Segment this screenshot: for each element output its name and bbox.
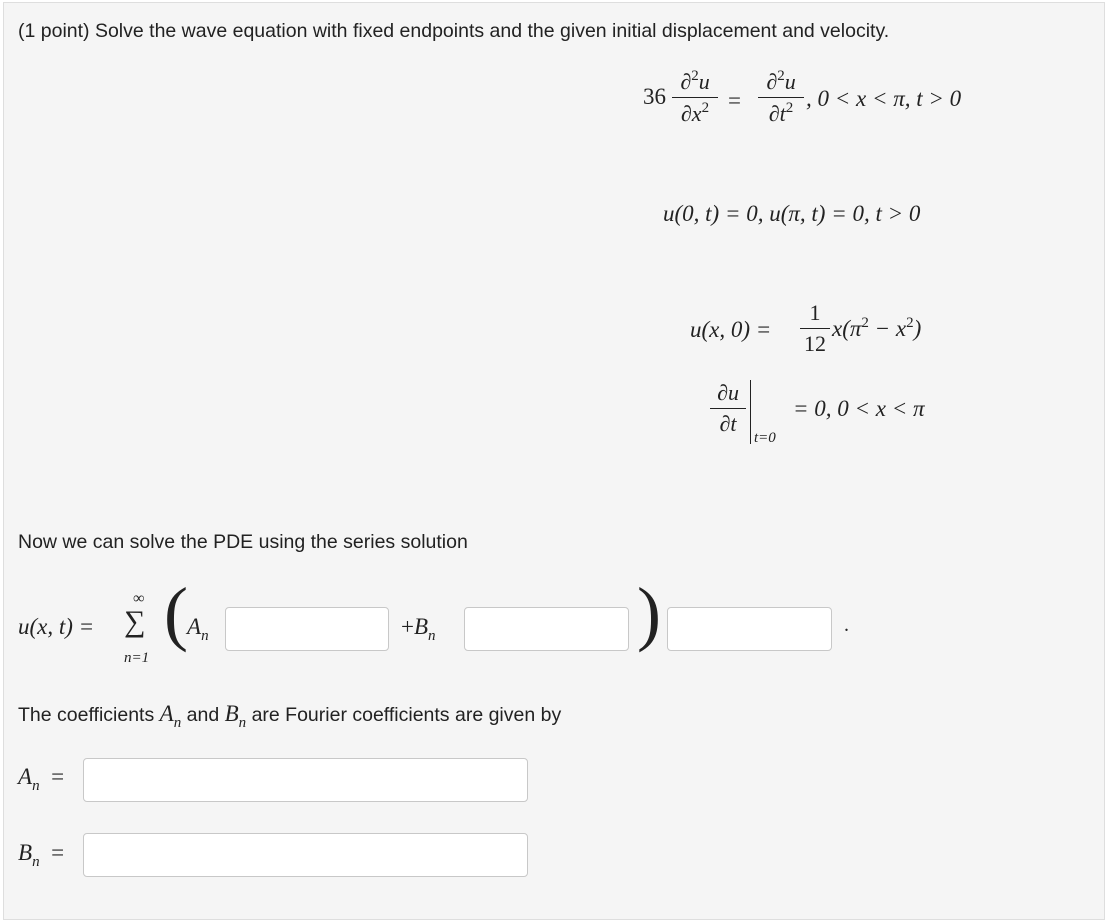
evaluation-bar bbox=[750, 380, 751, 444]
fraction-denominator: 12 bbox=[804, 331, 826, 356]
coefficients-prefix: The coefficients bbox=[18, 704, 155, 726]
coefficients-suffix: are Fourier coefficients are given by bbox=[251, 704, 562, 726]
series-box-3[interactable] bbox=[667, 607, 832, 651]
evaluation-point: t=0 bbox=[754, 430, 776, 446]
fraction-numerator: 1 bbox=[809, 300, 821, 325]
sigma-symbol: ∑ bbox=[124, 605, 146, 638]
initial-displacement-fraction bbox=[800, 300, 830, 357]
series-intro: Now we can solve the PDE using the series solution bbox=[18, 531, 468, 553]
pde-domain: , 0 < x < π, t > 0 bbox=[806, 86, 962, 111]
initial-velocity-fraction: ∂u ∂t bbox=[710, 380, 746, 437]
An-input[interactable] bbox=[83, 758, 528, 802]
An-label: $A_n$ = bbox=[18, 764, 65, 794]
An-inline: $A_n$ bbox=[159, 701, 182, 731]
sum-lower-limit: n=1 bbox=[124, 650, 150, 666]
series-box-2[interactable] bbox=[464, 607, 629, 651]
coefficients-statement bbox=[18, 701, 561, 732]
pde-coefficient: 36 bbox=[643, 84, 666, 109]
An-symbol: $A_n$ bbox=[187, 614, 209, 644]
series-period: . bbox=[844, 614, 849, 636]
series-lhs: u(x, t) = bbox=[18, 614, 95, 639]
Bn-input[interactable] bbox=[83, 833, 528, 877]
Bn-label: $B_n$ = bbox=[18, 840, 65, 870]
sum-upper-limit: ∞ bbox=[133, 590, 145, 607]
pde-equals: = bbox=[728, 88, 741, 113]
right-paren: ) bbox=[637, 573, 661, 653]
Bn-term: $+B_n$ bbox=[401, 614, 436, 644]
initial-displacement-rhs: $x(\pi^2 - x^2)$ bbox=[832, 315, 922, 341]
pde-lhs-fraction: ∂$^2$u $\partial x^2$ bbox=[672, 68, 718, 127]
Bn-inline: $B_n$ bbox=[224, 701, 247, 731]
left-paren: ( bbox=[164, 573, 188, 653]
problem-statement: (1 point) Solve the wave equation with fixed endpoints and the given initial displacement and velocity. bbox=[18, 20, 890, 42]
pde-rhs-fraction: ∂$^2$u $\partial t^2$ bbox=[758, 68, 804, 127]
initial-displacement-lhs: u(x, 0) = bbox=[690, 317, 772, 342]
initial-velocity-rhs: = 0, 0 < x < π bbox=[793, 396, 925, 421]
boundary-conditions: u(0, t) = 0, u(π, t) = 0, t > 0 bbox=[663, 201, 921, 226]
coefficients-and: and bbox=[186, 704, 220, 726]
series-box-1[interactable] bbox=[225, 607, 389, 651]
